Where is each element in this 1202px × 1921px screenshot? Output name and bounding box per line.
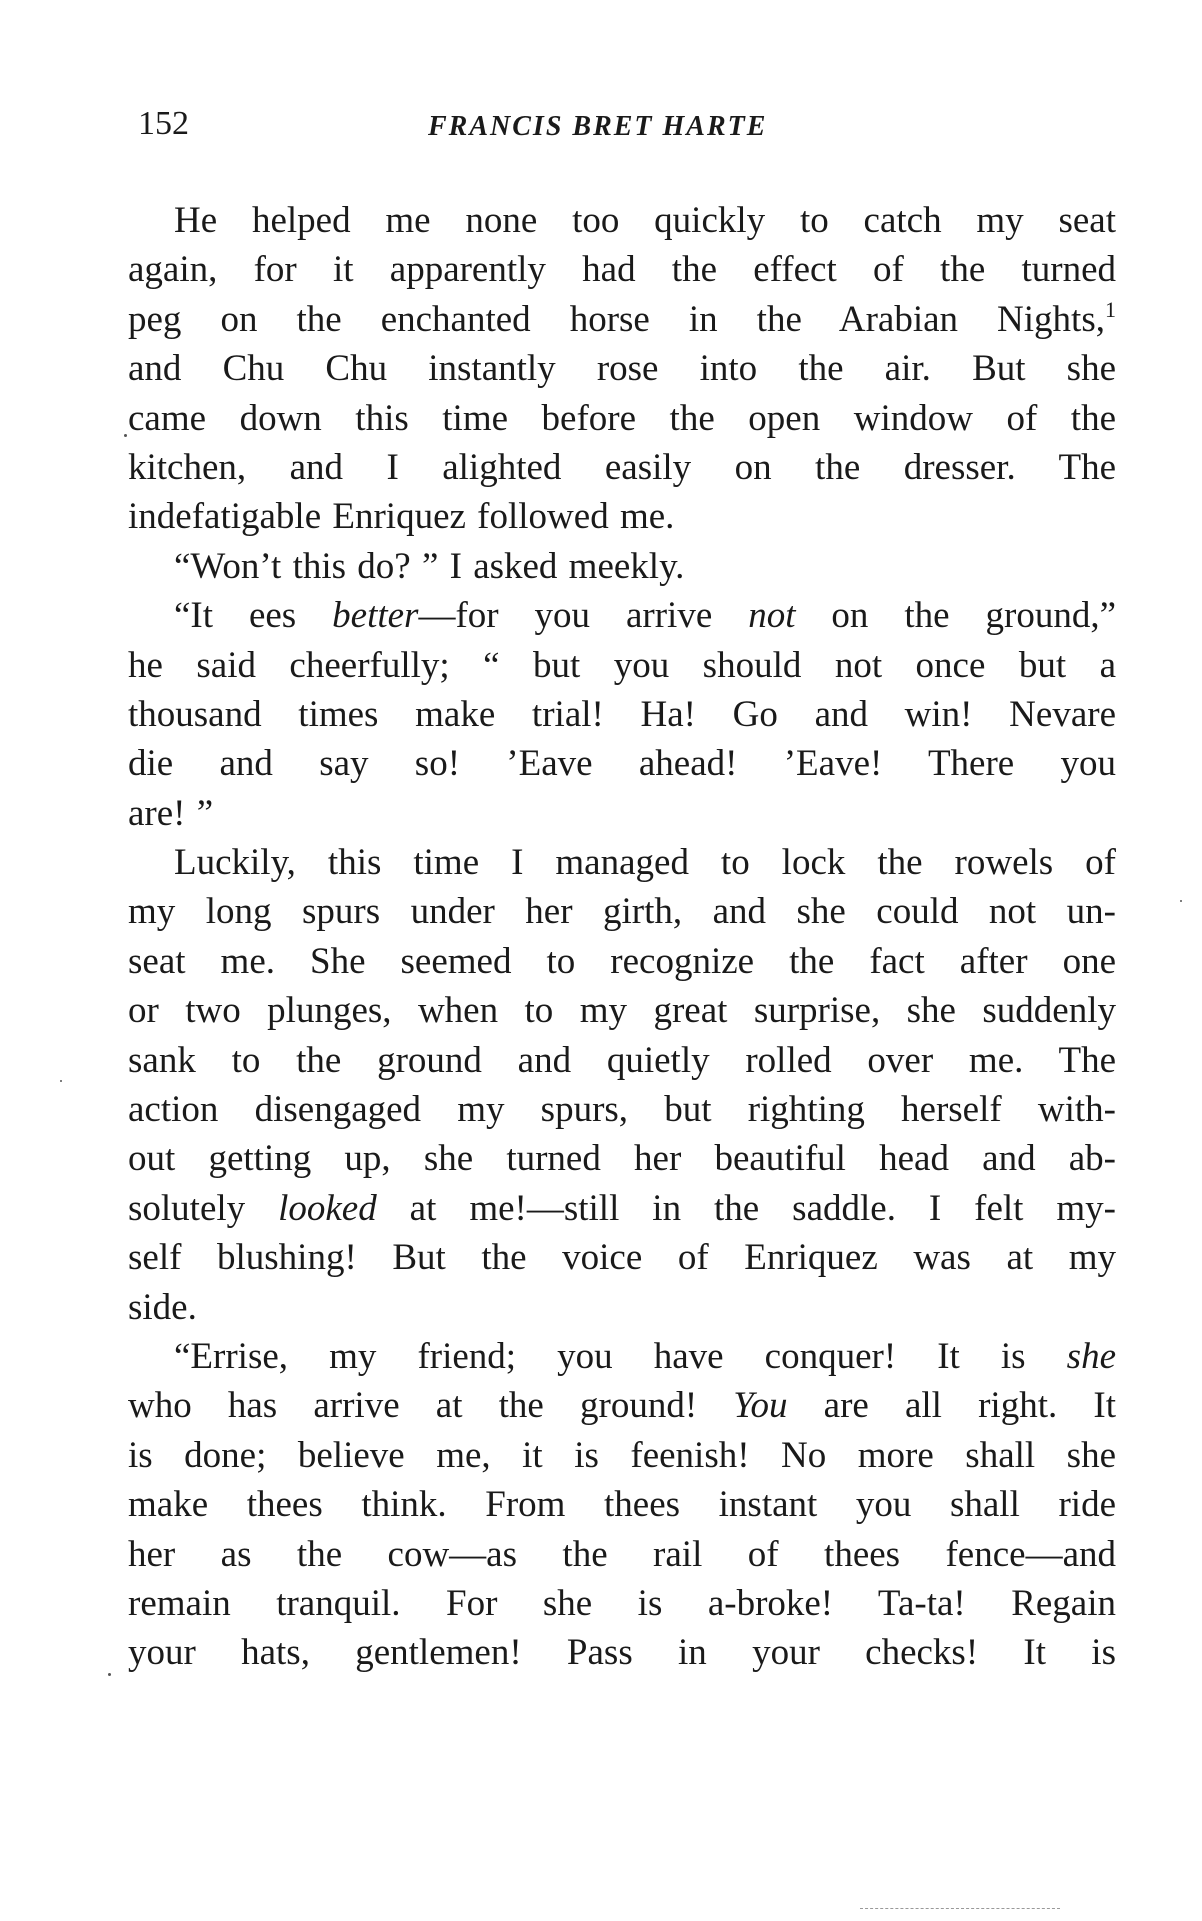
text-line: Luckily, this time I managed to lock the rowels of [174, 842, 1116, 884]
text-line: he said cheerfully; “ but you should not once but a [128, 644, 1116, 686]
italic-text: not [748, 595, 796, 637]
paragraph [128, 591, 1116, 838]
paragraph [128, 196, 1116, 542]
text-line: or two plunges, when to my great surprise, she suddenly [128, 990, 1116, 1032]
text-line: kitchen, and I alighted easily on the dresser. The [128, 446, 1116, 488]
paragraph [128, 542, 1116, 591]
text-line: “It ees better—for you arrive not on the ground,” [174, 595, 1116, 637]
text-line: your hats, gentlemen! Pass in your checks! It is [128, 1632, 1116, 1674]
text-line: out getting up, she turned her beautiful head and ab- [128, 1138, 1116, 1180]
italic-text: she [1066, 1335, 1116, 1377]
text-line: die and say so! ’Eave ahead! ’Eave! There you [128, 743, 1116, 785]
italic-text: looked [278, 1187, 377, 1229]
text-line: and Chu Chu instantly rose into the air. But she [128, 348, 1116, 390]
italic-text: You [733, 1385, 788, 1427]
text-line: who has arrive at the ground! You are all right. It [128, 1385, 1116, 1427]
body-text [128, 196, 1116, 1678]
text-line: seat me. She seemed to recognize the fact after one [128, 940, 1116, 982]
paragraph [128, 838, 1116, 1332]
running-head: FRANCIS BRET HARTE [428, 111, 768, 142]
text-line: are! ” [128, 792, 214, 834]
text-line: indefatigable Enriquez followed me. [128, 496, 675, 538]
italic-text: better [332, 595, 419, 637]
scan-speck [108, 1673, 111, 1676]
text-line: is done; believe me, it is feenish! No more shall she [128, 1434, 1116, 1476]
page-number: 152 [138, 105, 189, 142]
text-line: her as the cow—as the rail of thees fence—and [128, 1533, 1116, 1575]
text-line: sank to the ground and quietly rolled over me. The [128, 1039, 1116, 1081]
text-line: make thees think. From thees instant you shall ride [128, 1484, 1116, 1526]
text-line: side. [128, 1286, 197, 1328]
text-line: solutely looked at me!—still in the saddle. I felt my- [128, 1187, 1116, 1229]
text-line: again, for it apparently had the effect of the turned [128, 249, 1116, 291]
scan-edge-line [860, 1908, 1060, 1909]
text-line: He helped me none too quickly to catch my seat [174, 200, 1116, 241]
text-line: remain tranquil. For she is a-broke! Ta-ta! Regain [128, 1582, 1116, 1624]
footnote-marker: 1 [1105, 296, 1116, 322]
text-line: thousand times make trial! Ha! Go and win! Nevare [128, 693, 1116, 735]
text-line: came down this time before the open window of the [128, 397, 1116, 439]
scan-speck [60, 1080, 62, 1082]
text-line: peg on the enchanted horse in the Arabian Nights,$^1$ [128, 296, 1116, 340]
text-line: self blushing! But the voice of Enriquez was at my [128, 1237, 1116, 1279]
text-line: action disengaged my spurs, but righting herself with- [128, 1089, 1116, 1131]
scan-speck [124, 434, 127, 437]
text-line: my long spurs under her girth, and she could not un- [128, 891, 1116, 933]
text-line: “Won’t this do? ” I asked meekly. [174, 545, 685, 587]
paragraph [128, 1332, 1116, 1678]
scan-speck [1180, 900, 1182, 902]
text-line: “Errise, my friend; you have conquer! It is she [174, 1335, 1116, 1377]
